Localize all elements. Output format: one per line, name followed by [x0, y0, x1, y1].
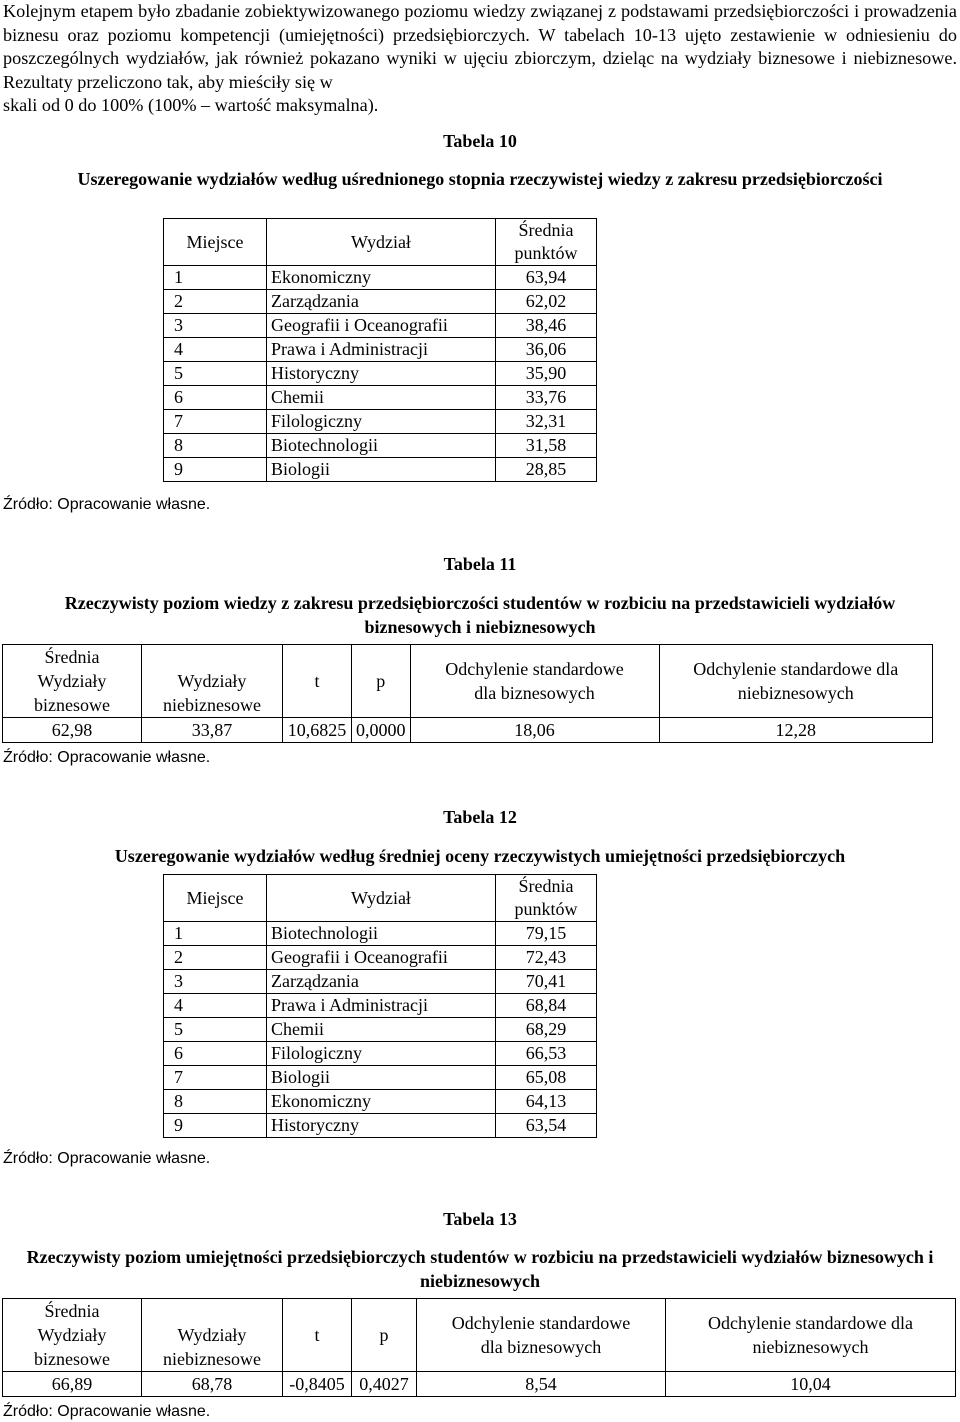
value-sd-nonbiz: 12,28 — [659, 718, 933, 743]
table-row — [164, 1114, 597, 1138]
table-row — [164, 1066, 597, 1090]
header-sd-biz: Odchylenie standardowe dla biznesowych — [410, 645, 659, 718]
header-biz: Średnia Wydziały biznesowe — [3, 1299, 142, 1372]
header-sd-biz: Odchylenie standardowe dla biznesowych — [417, 1299, 666, 1372]
header-biz: Średnia Wydziały biznesowe — [3, 645, 142, 718]
table-row — [164, 1042, 597, 1066]
cell-place: 9 — [164, 458, 267, 482]
cell-faculty: Historyczny — [267, 1114, 496, 1138]
cell-faculty: Prawa i Administracji — [267, 994, 496, 1018]
table-row — [164, 338, 597, 362]
header-average: Średnia punktów — [496, 219, 597, 266]
table-row — [164, 410, 597, 434]
header-p: p — [352, 1299, 417, 1372]
cell-faculty: Biotechnologii — [267, 922, 496, 946]
cell-faculty: Geografii i Oceanografii — [267, 946, 496, 970]
table-row — [3, 718, 933, 743]
header-place: Miejsce — [164, 875, 267, 922]
cell-place: 4 — [164, 338, 267, 362]
header-t: t — [283, 1299, 352, 1372]
source-note: Źródło: Opracowanie własne. — [3, 1150, 211, 1167]
table-header-row — [164, 875, 597, 922]
cell-faculty: Filologiczny — [267, 1042, 496, 1066]
header-average: Średnia punktów — [496, 875, 597, 922]
header-faculty: Wydział — [267, 875, 496, 922]
value-p: 0,0000 — [352, 718, 411, 743]
cell-place: 8 — [164, 1090, 267, 1114]
cell-average: 68,84 — [496, 994, 597, 1018]
cell-faculty: Chemii — [267, 1018, 496, 1042]
cell-faculty: Filologiczny — [267, 410, 496, 434]
cell-faculty: Zarządzania — [267, 290, 496, 314]
table-11-title: Rzeczywisty poziom wiedzy z zakresu przedsiębiorczości studentów w rozbiciu na przedstawicieli wydziałów biznesowych i niebiznesowych — [64, 593, 896, 637]
value-t: -0,8405 — [283, 1372, 352, 1397]
cell-average: 35,90 — [496, 362, 597, 386]
table-row — [164, 458, 597, 482]
source-note: Źródło: Opracowanie własne. — [3, 1403, 211, 1420]
cell-average: 31,58 — [496, 434, 597, 458]
cell-place: 7 — [164, 1066, 267, 1090]
source-note: Źródło: Opracowanie własne. — [3, 496, 211, 513]
cell-faculty: Ekonomiczny — [267, 1090, 496, 1114]
cell-average: 72,43 — [496, 946, 597, 970]
value-p: 0,4027 — [352, 1372, 417, 1397]
cell-place: 2 — [164, 946, 267, 970]
table-row — [164, 994, 597, 1018]
value-biz: 66,89 — [3, 1372, 142, 1397]
cell-place: 8 — [164, 434, 267, 458]
table-11-label: Tabela 11 — [443, 554, 517, 574]
cell-average: 28,85 — [496, 458, 597, 482]
table-header-row — [3, 645, 933, 718]
cell-place: 3 — [164, 314, 267, 338]
cell-place: 6 — [164, 1042, 267, 1066]
cell-average: 33,76 — [496, 386, 597, 410]
table-10-title: Uszeregowanie wydziałów według uśrednionego stopnia rzeczywistej wiedzy z zakresu przedsiębiorczości — [77, 169, 883, 189]
table-row — [164, 946, 597, 970]
cell-average: 63,54 — [496, 1114, 597, 1138]
value-t: 10,6825 — [283, 718, 352, 743]
table-11 — [2, 644, 933, 743]
cell-place: 5 — [164, 362, 267, 386]
cell-average: 36,06 — [496, 338, 597, 362]
cell-faculty: Chemii — [267, 386, 496, 410]
table-13-title: Rzeczywisty poziom umiejętności przedsiębiorczych studentów w rozbiciu na przedstawicieli wydziałów biznesowych i niebiznesowych — [26, 1247, 934, 1291]
intro-text-end: skali od 0 do 100% (100% – wartość maksymalna). — [3, 95, 379, 115]
cell-place: 1 — [164, 922, 267, 946]
header-place: Miejsce — [164, 219, 267, 266]
header-nonbiz: Wydziały niebiznesowe — [142, 1299, 283, 1372]
cell-place: 1 — [164, 266, 267, 290]
cell-average: 63,94 — [496, 266, 597, 290]
table-row — [164, 1090, 597, 1114]
table-row — [164, 434, 597, 458]
cell-place: 2 — [164, 290, 267, 314]
table-10-label: Tabela 10 — [443, 131, 517, 151]
value-sd-biz: 18,06 — [410, 718, 659, 743]
table-row — [164, 266, 597, 290]
cell-average: 64,13 — [496, 1090, 597, 1114]
table-row — [164, 362, 597, 386]
value-nonbiz: 68,78 — [142, 1372, 283, 1397]
cell-average: 32,31 — [496, 410, 597, 434]
table-13 — [2, 1298, 956, 1397]
cell-place: 7 — [164, 410, 267, 434]
cell-faculty: Historyczny — [267, 362, 496, 386]
table-row — [164, 1018, 597, 1042]
value-biz: 62,98 — [3, 718, 142, 743]
header-sd-nonbiz: Odchylenie standardowe dla niebiznesowych — [659, 645, 933, 718]
table-12-label: Tabela 12 — [443, 807, 517, 827]
table-header-row — [3, 1299, 956, 1372]
cell-place: 6 — [164, 386, 267, 410]
cell-place: 5 — [164, 1018, 267, 1042]
cell-faculty: Biotechnologii — [267, 434, 496, 458]
cell-faculty: Geografii i Oceanografii — [267, 314, 496, 338]
table-header-row — [164, 219, 597, 266]
value-nonbiz: 33,87 — [142, 718, 283, 743]
cell-average: 68,29 — [496, 1018, 597, 1042]
cell-place: 4 — [164, 994, 267, 1018]
table-row — [164, 314, 597, 338]
table-row — [164, 386, 597, 410]
source-note: Źródło: Opracowanie własne. — [3, 749, 211, 766]
header-sd-nonbiz: Odchylenie standardowe dla niebiznesowych — [666, 1299, 956, 1372]
cell-average: 65,08 — [496, 1066, 597, 1090]
cell-place: 9 — [164, 1114, 267, 1138]
cell-faculty: Ekonomiczny — [267, 266, 496, 290]
table-row — [164, 970, 597, 994]
table-row — [164, 922, 597, 946]
cell-average: 62,02 — [496, 290, 597, 314]
cell-average: 79,15 — [496, 922, 597, 946]
header-faculty: Wydział — [267, 219, 496, 266]
header-t: t — [283, 645, 352, 718]
intro-text: Kolejnym etapem było zbadanie zobiektywizowanego poziomu wiedzy związanej z podstawami przedsiębiorczości i prowadzenia biznesu oraz poziomu kompetencji (umiejętności) przedsiębiorczych. W tabelach 10-13 ujęto zestawienie w odniesieniu do poszczególnych wydziałów, jak również pokazano wyniki w ujęciu zbiorczym, dzieląc na wydziały biznesowe i niebiznesowe. Rezultaty przeliczono tak, aby mieściły się w — [3, 1, 957, 92]
cell-average: 66,53 — [496, 1042, 597, 1066]
cell-average: 70,41 — [496, 970, 597, 994]
cell-average: 38,46 — [496, 314, 597, 338]
table-row — [3, 1372, 956, 1397]
table-13-label: Tabela 13 — [443, 1209, 517, 1229]
table-12-title: Uszeregowanie wydziałów według średniej oceny rzeczywistych umiejętności przedsiębiorczych — [114, 846, 846, 866]
cell-place: 3 — [164, 970, 267, 994]
header-p: p — [352, 645, 411, 718]
cell-faculty: Zarządzania — [267, 970, 496, 994]
value-sd-biz: 8,54 — [417, 1372, 666, 1397]
cell-faculty: Prawa i Administracji — [267, 338, 496, 362]
header-nonbiz: Wydziały niebiznesowe — [142, 645, 283, 718]
cell-faculty: Biologii — [267, 1066, 496, 1090]
table-10 — [163, 218, 597, 482]
table-12 — [163, 874, 597, 1138]
cell-faculty: Biologii — [267, 458, 496, 482]
table-row — [164, 290, 597, 314]
intro-paragraph — [3, 0, 957, 118]
value-sd-nonbiz: 10,04 — [666, 1372, 956, 1397]
